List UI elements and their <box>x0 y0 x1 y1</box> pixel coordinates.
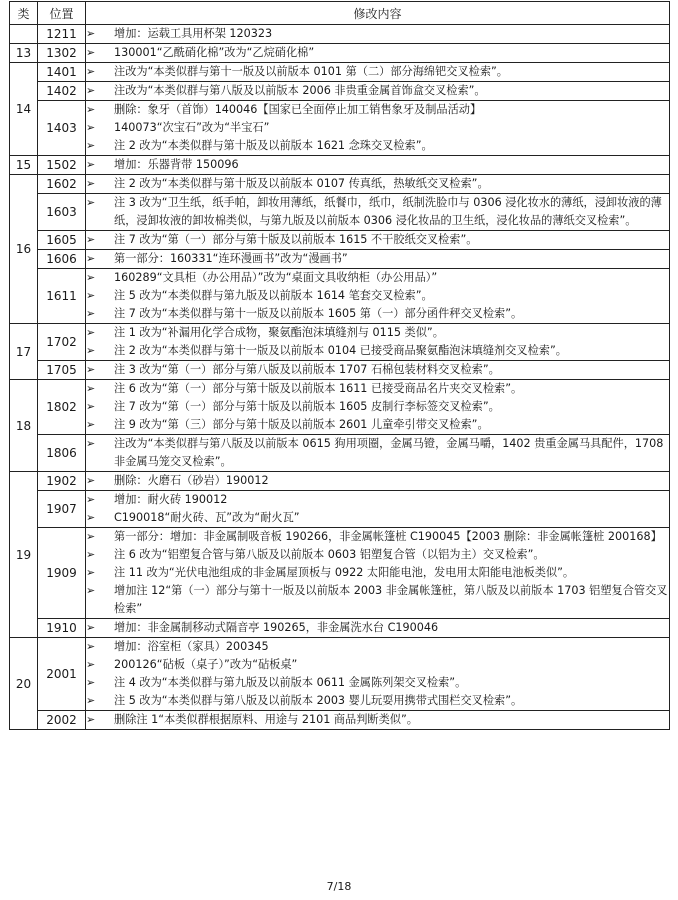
change-item-text: 增加：非金属制移动式隔音亭 190265，非金属洗水台 C190046 <box>114 621 439 634</box>
arrow-bullet-icon: ➢ <box>86 233 96 246</box>
change-item-text: 注 4 改为“本类似群与第九版及以前版本 0611 金属陈列架交叉检索”。 <box>114 676 467 689</box>
change-item-text: 注 7 改为“本类似群与第十一版及以前版本 1605 第（一）部分函件秤交叉检索”。 <box>114 307 523 320</box>
change-list <box>86 528 669 618</box>
content-cell <box>86 528 670 619</box>
arrow-bullet-icon: ➢ <box>86 84 96 97</box>
table-row <box>10 156 670 175</box>
change-item <box>86 361 669 379</box>
arrow-bullet-icon: ➢ <box>86 344 96 357</box>
table-row <box>10 44 670 63</box>
change-item-text: 增加：耐火砖 190012 <box>114 493 228 506</box>
change-list <box>86 82 669 100</box>
change-list <box>86 619 669 637</box>
position-cell: 1910 <box>38 619 86 638</box>
content-cell <box>86 82 670 101</box>
change-item <box>86 137 669 155</box>
change-list <box>86 638 669 710</box>
change-item-text: 注改为“本类似群与第八版及以前版本 2006 非贵重金属首饰盒交叉检索”。 <box>114 84 486 97</box>
change-item-text: 注 7 改为“第（一）部分与第十版及以前版本 1615 不干胶纸交叉检索”。 <box>114 233 478 246</box>
position-cell: 1502 <box>38 156 86 175</box>
arrow-bullet-icon: ➢ <box>86 363 96 376</box>
table-row <box>10 528 670 619</box>
change-list <box>86 25 669 43</box>
change-item <box>86 82 669 100</box>
change-item <box>86 231 669 249</box>
position-cell: 1603 <box>38 194 86 231</box>
amendment-table <box>9 1 670 730</box>
change-item-text: 注 9 改为“第（三）部分与第十版及以前版本 2601 儿童牵引带交叉检索”。 <box>114 418 489 431</box>
content-cell <box>86 619 670 638</box>
change-list <box>86 63 669 81</box>
class-number-cell: 15 <box>10 156 38 175</box>
change-item <box>86 194 669 230</box>
content-cell <box>86 231 670 250</box>
change-item-text: C190018“耐火砖、瓦”改为“耐火瓦” <box>114 511 300 524</box>
change-item <box>86 119 669 137</box>
change-list <box>86 491 669 527</box>
change-item-text: 第一部分：增加：非金属制吸音板 190266，非金属帐篷桩 C190045【2003 删除：非金属帐篷桩 200168】 <box>114 530 662 543</box>
content-cell <box>86 711 670 730</box>
change-list <box>86 44 669 62</box>
position-cell: 1403 <box>38 101 86 156</box>
position-cell: 1907 <box>38 491 86 528</box>
content-cell <box>86 361 670 380</box>
change-item-text: 注 1 改为“补漏用化学合成物，聚氨酯泡沫填缝剂与 0115 类似”。 <box>114 326 444 339</box>
change-item-text: 注 5 改为“本类似群与第八版及以前版本 2003 婴儿玩耍用携带式围栏交叉检索”。 <box>114 694 523 707</box>
position-cell: 1302 <box>38 44 86 63</box>
arrow-bullet-icon: ➢ <box>86 307 96 320</box>
change-item-text: 130001“乙酰硝化棉”改为“乙烷硝化棉” <box>114 46 315 59</box>
change-item-text: 删除注 1“本类似群根据原料、用途与 2101 商品判断类似”。 <box>114 713 418 726</box>
change-item-text: 160289“文具柜（办公用品）”改为“桌面文具收纳柜（办公用品）” <box>114 271 438 284</box>
change-item <box>86 380 669 398</box>
change-item <box>86 63 669 81</box>
arrow-bullet-icon: ➢ <box>86 27 96 40</box>
class-number-cell: 19 <box>10 472 38 638</box>
change-item <box>86 398 669 416</box>
header-content: 修改内容 <box>86 2 670 25</box>
position-cell: 2001 <box>38 638 86 711</box>
arrow-bullet-icon: ➢ <box>86 566 96 579</box>
table-row <box>10 638 670 711</box>
change-list <box>86 472 669 490</box>
arrow-bullet-icon: ➢ <box>86 493 96 506</box>
content-cell <box>86 156 670 175</box>
change-item <box>86 287 669 305</box>
change-item-text: 200126“砧板（桌子）”改为“砧板桌” <box>114 658 298 671</box>
change-item <box>86 250 669 268</box>
table-row <box>10 231 670 250</box>
table-row <box>10 619 670 638</box>
change-item-text: 注 2 改为“本类似群与第十一版及以前版本 0104 已接受商品聚氨酯泡沫填缝剂交叉检索”。 <box>114 344 567 357</box>
table-row <box>10 25 670 44</box>
position-cell: 1611 <box>38 269 86 324</box>
content-cell <box>86 435 670 472</box>
arrow-bullet-icon: ➢ <box>86 640 96 653</box>
arrow-bullet-icon: ➢ <box>86 177 96 190</box>
position-cell: 1909 <box>38 528 86 619</box>
arrow-bullet-icon: ➢ <box>86 289 96 302</box>
table-row <box>10 491 670 528</box>
change-item <box>86 656 669 674</box>
change-item <box>86 528 669 546</box>
change-item <box>86 674 669 692</box>
arrow-bullet-icon: ➢ <box>86 676 96 689</box>
arrow-bullet-icon: ➢ <box>86 437 96 450</box>
change-list <box>86 380 669 434</box>
change-item <box>86 564 669 582</box>
arrow-bullet-icon: ➢ <box>86 158 96 171</box>
arrow-bullet-icon: ➢ <box>86 400 96 413</box>
change-item <box>86 101 669 119</box>
change-item-text: 注 3 改为“卫生纸，纸手帕，卸妆用薄纸，纸餐巾，纸巾，纸制洗脸巾与 0306 浸化妆水的薄纸，浸卸妆液的薄纸，浸卸妆液的卸妆棉类似，与第九版及以前版本 0306 浸化妆品的卫生纸，浸化妆品的薄纸交叉检索”。 <box>114 196 662 227</box>
content-cell <box>86 380 670 435</box>
change-item <box>86 175 669 193</box>
table-row <box>10 269 670 324</box>
arrow-bullet-icon: ➢ <box>86 382 96 395</box>
change-item-text: 注 11 改为“光伏电池组成的非金属屋顶板与 0922 太阳能电池，发电用太阳能电池板类似”。 <box>114 566 575 579</box>
change-list <box>86 175 669 193</box>
class-number-cell: 13 <box>10 44 38 63</box>
position-cell: 1806 <box>38 435 86 472</box>
position-cell: 1605 <box>38 231 86 250</box>
change-item <box>86 269 669 287</box>
content-cell <box>86 175 670 194</box>
change-item-text: 增加：乐器背带 150096 <box>114 158 239 171</box>
change-item <box>86 711 669 729</box>
page-number: 7/18 <box>326 880 352 893</box>
table-row <box>10 250 670 269</box>
change-item-text: 删除：象牙（首饰）140046【国家已全面停止加工销售象牙及制品活动】 <box>114 103 482 116</box>
table-row <box>10 63 670 82</box>
change-item-text: 注 7 改为“第（一）部分与第十版及以前版本 1605 皮制行李标签交叉检索”。 <box>114 400 500 413</box>
class-number-cell: 14 <box>10 63 38 156</box>
table-row <box>10 175 670 194</box>
table-row <box>10 194 670 231</box>
arrow-bullet-icon: ➢ <box>86 326 96 339</box>
change-item-text: 增加：运载工具用杯架 120323 <box>114 27 273 40</box>
arrow-bullet-icon: ➢ <box>86 46 96 59</box>
arrow-bullet-icon: ➢ <box>86 196 96 209</box>
arrow-bullet-icon: ➢ <box>86 530 96 543</box>
arrow-bullet-icon: ➢ <box>86 584 96 597</box>
change-item <box>86 25 669 43</box>
change-item <box>86 342 669 360</box>
change-list <box>86 435 669 471</box>
position-cell: 1802 <box>38 380 86 435</box>
position-cell: 1705 <box>38 361 86 380</box>
change-item-text: 注改为“本类似群与第八版及以前版本 0615 狗用项圈，金属马镫，金属马嚼，1402 贵重金属马具配件，1708 非金属马笼交叉检索”。 <box>114 437 664 468</box>
table-row <box>10 101 670 156</box>
change-item-text: 增加注 12“第（一）部分与第十一版及以前版本 2003 非金属帐篷桩，第八版及以前版本 1703 铝塑复合管交叉检索” <box>114 584 668 615</box>
arrow-bullet-icon: ➢ <box>86 65 96 78</box>
class-number-cell: 17 <box>10 324 38 380</box>
table-row <box>10 324 670 361</box>
table-body <box>10 25 670 730</box>
class-number-cell: 18 <box>10 380 38 472</box>
change-list <box>86 250 669 268</box>
change-item <box>86 546 669 564</box>
arrow-bullet-icon: ➢ <box>86 121 96 134</box>
change-item <box>86 472 669 490</box>
change-item-text: 注改为“本类似群与第十一版及以前版本 0101 第（二）部分海绵钯交叉检索”。 <box>114 65 508 78</box>
position-cell: 1602 <box>38 175 86 194</box>
arrow-bullet-icon: ➢ <box>86 548 96 561</box>
table-header-row <box>10 2 670 25</box>
arrow-bullet-icon: ➢ <box>86 418 96 431</box>
arrow-bullet-icon: ➢ <box>86 694 96 707</box>
content-cell <box>86 491 670 528</box>
change-item-text: 删除：火磨石（砂岩）190012 <box>114 474 269 487</box>
arrow-bullet-icon: ➢ <box>86 474 96 487</box>
change-item <box>86 416 669 434</box>
arrow-bullet-icon: ➢ <box>86 271 96 284</box>
change-item-text: 140073“次宝石”改为“半宝石” <box>114 121 270 134</box>
change-list <box>86 711 669 729</box>
change-list <box>86 361 669 379</box>
class-number-cell: 16 <box>10 175 38 324</box>
position-cell: 1606 <box>38 250 86 269</box>
change-item <box>86 491 669 509</box>
content-cell <box>86 63 670 82</box>
table-row <box>10 472 670 491</box>
change-list <box>86 269 669 323</box>
change-item-text: 注 3 改为“第（一）部分与第八版及以前版本 1707 石棉包装材料交叉检索”。 <box>114 363 500 376</box>
table-row <box>10 711 670 730</box>
position-cell: 1402 <box>38 82 86 101</box>
change-item-text: 注 6 改为“第（一）部分与第十版及以前版本 1611 已接受商品名片夹交叉检索”。 <box>114 382 523 395</box>
position-cell: 1211 <box>38 25 86 44</box>
change-item <box>86 324 669 342</box>
change-item-text: 注 5 改为“本类似群与第九版及以前版本 1614 笔套交叉检索”。 <box>114 289 433 302</box>
arrow-bullet-icon: ➢ <box>86 252 96 265</box>
content-cell <box>86 194 670 231</box>
class-number-cell <box>10 25 38 44</box>
position-cell: 2002 <box>38 711 86 730</box>
change-item <box>86 619 669 637</box>
content-cell <box>86 250 670 269</box>
position-cell: 1902 <box>38 472 86 491</box>
change-item <box>86 692 669 710</box>
change-item <box>86 582 669 618</box>
header-class: 类 <box>10 2 38 25</box>
content-cell <box>86 269 670 324</box>
arrow-bullet-icon: ➢ <box>86 658 96 671</box>
change-item <box>86 509 669 527</box>
change-item <box>86 435 669 471</box>
table-row <box>10 380 670 435</box>
arrow-bullet-icon: ➢ <box>86 511 96 524</box>
change-item-text: 增加：浴室柜（家具）200345 <box>114 640 269 653</box>
change-item <box>86 44 669 62</box>
change-list <box>86 231 669 249</box>
change-item <box>86 156 669 174</box>
change-list <box>86 156 669 174</box>
table-row <box>10 361 670 380</box>
arrow-bullet-icon: ➢ <box>86 621 96 634</box>
change-item-text: 注 6 改为“铝塑复合管与第八版及以前版本 0603 铝塑复合管（以铝为主）交叉检索”。 <box>114 548 545 561</box>
change-item-text: 注 2 改为“本类似群与第十版及以前版本 1621 念珠交叉检索”。 <box>114 139 433 152</box>
position-cell: 1401 <box>38 63 86 82</box>
arrow-bullet-icon: ➢ <box>86 139 96 152</box>
change-list <box>86 194 669 230</box>
table-row <box>10 82 670 101</box>
change-list <box>86 101 669 155</box>
content-cell <box>86 101 670 156</box>
arrow-bullet-icon: ➢ <box>86 713 96 726</box>
change-item <box>86 305 669 323</box>
content-cell <box>86 472 670 491</box>
change-item <box>86 638 669 656</box>
content-cell <box>86 44 670 63</box>
content-cell <box>86 638 670 711</box>
content-cell <box>86 324 670 361</box>
arrow-bullet-icon: ➢ <box>86 103 96 116</box>
change-item-text: 第一部分：160331“连环漫画书”改为“漫画书” <box>114 252 348 265</box>
change-list <box>86 324 669 360</box>
header-position: 位置 <box>38 2 86 25</box>
table-row <box>10 435 670 472</box>
content-cell <box>86 25 670 44</box>
position-cell: 1702 <box>38 324 86 361</box>
class-number-cell: 20 <box>10 638 38 730</box>
change-item-text: 注 2 改为“本类似群与第十版及以前版本 0107 传真纸，热敏纸交叉检索”。 <box>114 177 489 190</box>
